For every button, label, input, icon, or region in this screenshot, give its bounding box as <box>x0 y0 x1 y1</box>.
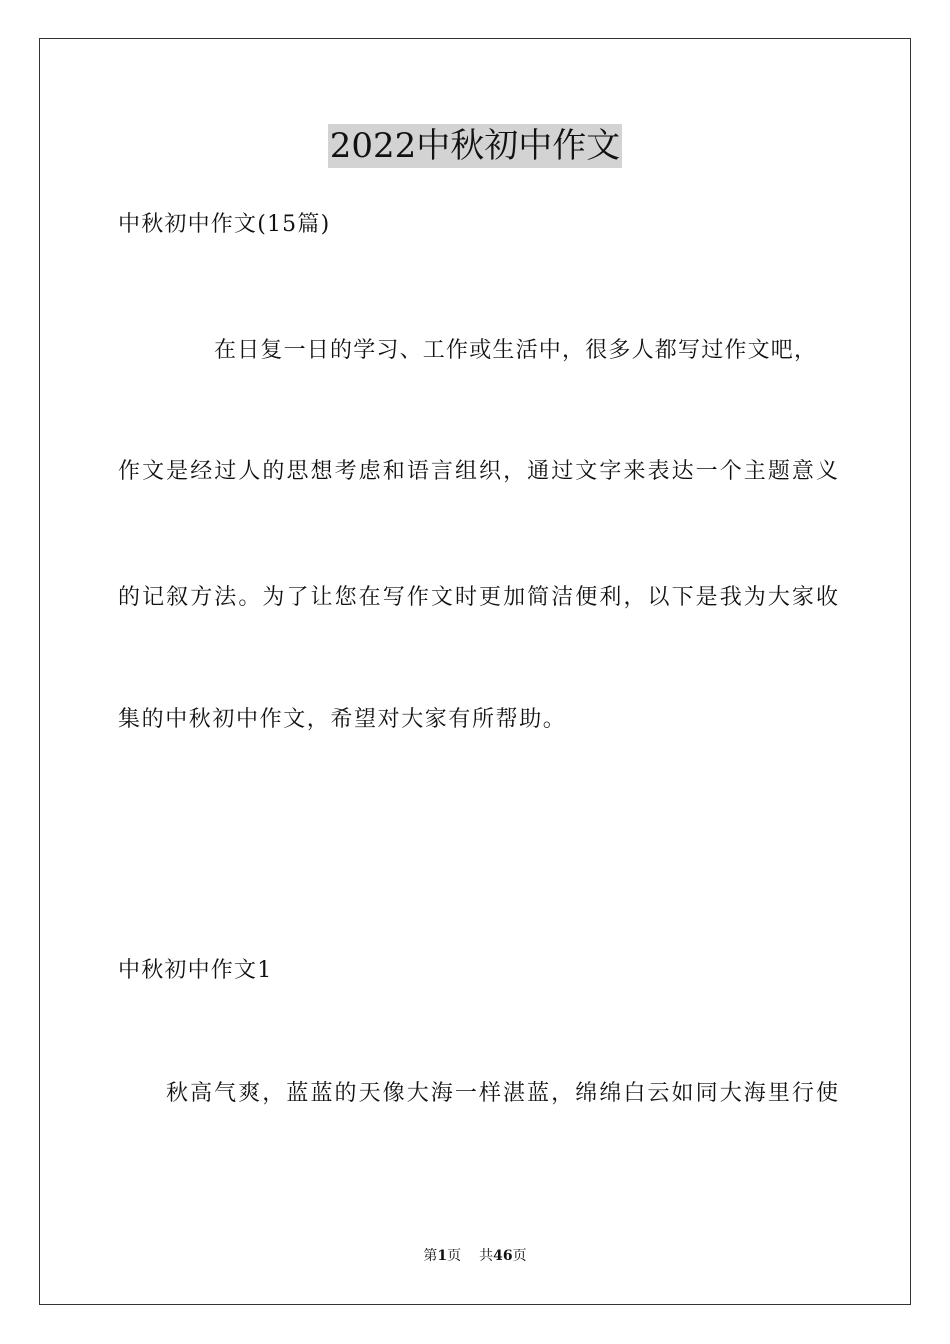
footer-total-pages: 46 <box>493 1248 513 1264</box>
footer-total-prefix: 共 <box>479 1248 494 1264</box>
intro-line-3: 的记叙方法。为了让您在写作文时更加简洁便利，以下是我为大家收 <box>118 585 838 610</box>
footer-page-number: 1 <box>437 1248 448 1264</box>
intro-line-1-text: 在日复一日的学习、工作或生活中，很多人都写过作文吧， <box>214 338 818 363</box>
page-footer <box>0 1246 950 1266</box>
document-subtitle: 中秋初中作文(15篇) <box>118 212 331 237</box>
footer-total-suffix: 页 <box>512 1248 527 1264</box>
intro-line-2: 作文是经过人的思想考虑和语言组织，通过文字来表达一个主题意义 <box>118 459 838 484</box>
title-container <box>0 124 950 168</box>
footer-page-suffix: 页 <box>447 1248 462 1264</box>
section-heading: 中秋初中作文1 <box>118 958 273 983</box>
section-first-line-text: 秋高气爽，蓝蓝的天像大海一样湛蓝，绵绵白云如同大海里行使 <box>166 1081 838 1106</box>
intro-line-4: 集的中秋初中作文，希望对大家有所帮助。 <box>118 707 567 732</box>
document-title: 2022中秋初中作文 <box>329 126 621 166</box>
intro-line-1 <box>118 336 838 366</box>
section-first-line <box>118 1079 838 1109</box>
footer-page-prefix: 第 <box>423 1248 438 1264</box>
